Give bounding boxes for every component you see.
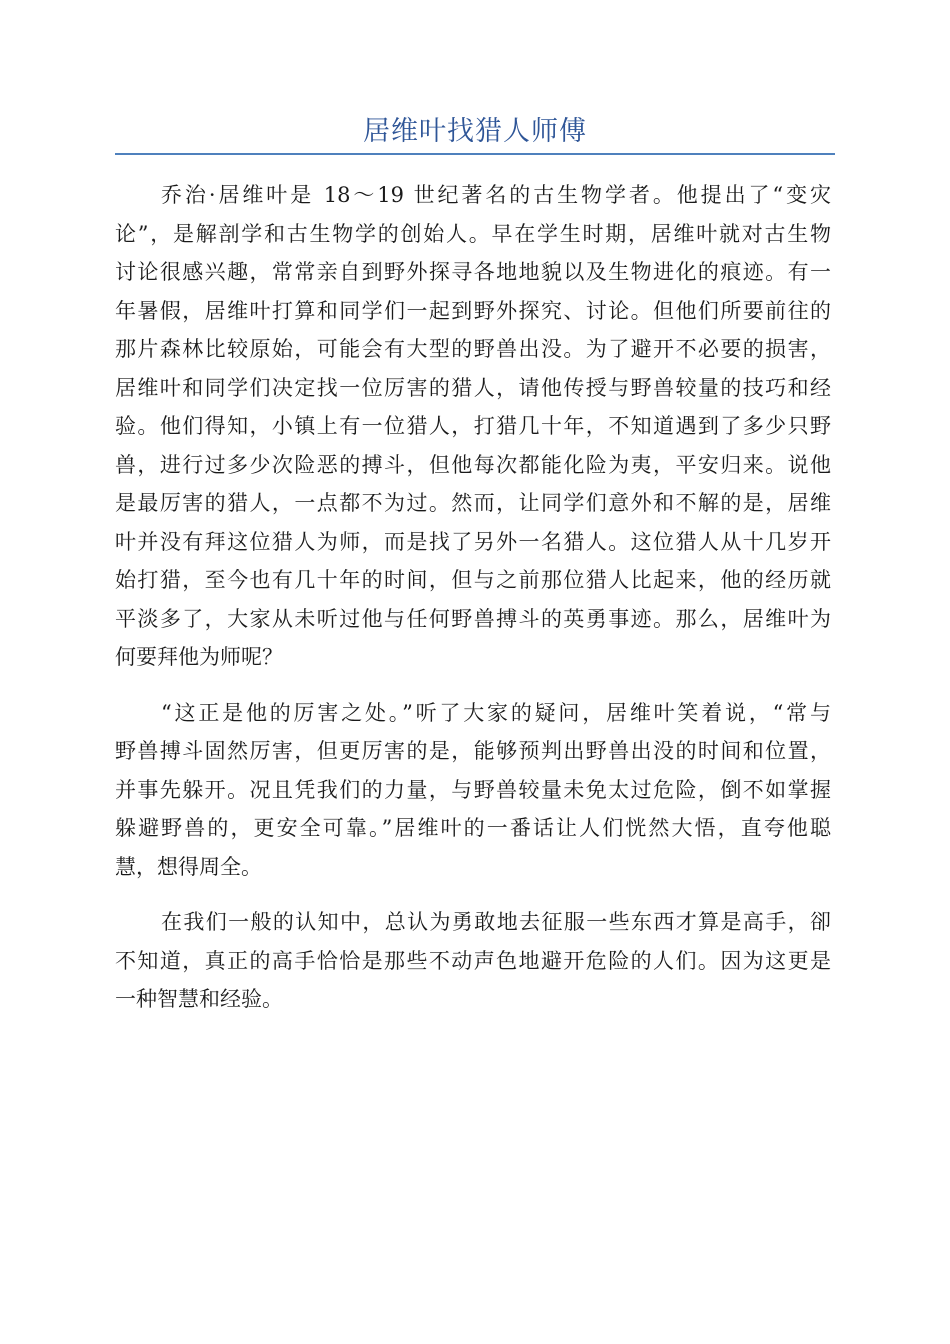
paragraph-line: 并事先躲开。况且凭我们的力量，与野兽较量未免太过危险，倒不如掌握 (115, 777, 831, 802)
paragraph-line: 始打猎，至今也有几十年的时间，但与之前那位猎人比起来，他的经历就 (115, 568, 831, 592)
paragraph-line: 躲避野兽的，更安全可靠。”居维叶的一番话让人们恍然大悟，直夸他聪 (115, 816, 831, 840)
paragraph-line: 验。他们得知，小镇上有一位猎人，打猎几十年，不知道遇到了多少只野 (115, 414, 831, 438)
paragraph-line: 那片森林比较原始，可能会有大型的野兽出没。为了避开不必要的损害， (115, 337, 831, 361)
paragraph-3 (115, 903, 831, 1019)
paragraph-line: 在我们一般的认知中，总认为勇敢地去征服一些东西才算是高手，卻 (161, 910, 831, 934)
paragraph-line: 乔治·居维叶是 18～19 世纪著名的古生物学者。他提出了“变灾 (161, 183, 831, 207)
paragraph-line: 是最厉害的猎人，一点都不为过。然而，让同学们意外和不解的是，居维 (115, 491, 831, 515)
paragraph-line: 论”，是解剖学和古生物学的创始人。早在学生时期，居维叶就对古生物 (115, 221, 831, 246)
paragraph-line: 兽，进行过多少次险恶的搏斗，但他每次都能化险为夷，平安归来。说他 (115, 452, 831, 477)
paragraph-1 (115, 176, 831, 677)
paragraph-line: 野兽搏斗固然厉害，但更厉害的是，能够预判出野兽出没的时间和位置， (115, 739, 831, 763)
paragraph-line: 讨论很感兴趣，常常亲自到野外探寻各地地貌以及生物进化的痕迹。有一 (115, 260, 831, 284)
paragraph-line: 不知道，真正的高手恰恰是那些不动声色地避开危险的人们。因为这更是 (115, 948, 831, 973)
paragraph-line: 慧，想得周全。 (115, 854, 262, 879)
paragraph-line: 叶并没有拜这位猎人为师，而是找了另外一名猎人。这位猎人从十几岁开 (115, 529, 831, 554)
paragraph-line: “这正是他的厉害之处。”听了大家的疑问，居维叶笑着说，“常与 (161, 700, 831, 725)
paragraph-line: 居维叶和同学们决定找一位厉害的猎人，请他传授与野兽较量的技巧和经 (115, 375, 831, 400)
document-title: 居维叶找猎人师傅 (363, 116, 587, 147)
paragraph-line: 一种智慧和经验。 (115, 987, 283, 1011)
paragraph-line: 平淡多了，大家从未听过他与任何野兽搏斗的英勇事迹。那么，居维叶为 (115, 606, 831, 631)
document-body (115, 176, 831, 1036)
paragraph-2 (115, 694, 831, 887)
title-underline (115, 153, 835, 155)
paragraph-line: 年暑假，居维叶打算和同学们一起到野外探究、讨论。但他们所要前往的 (115, 298, 831, 323)
paragraph-line: 何要拜他为师呢？ (115, 645, 283, 669)
